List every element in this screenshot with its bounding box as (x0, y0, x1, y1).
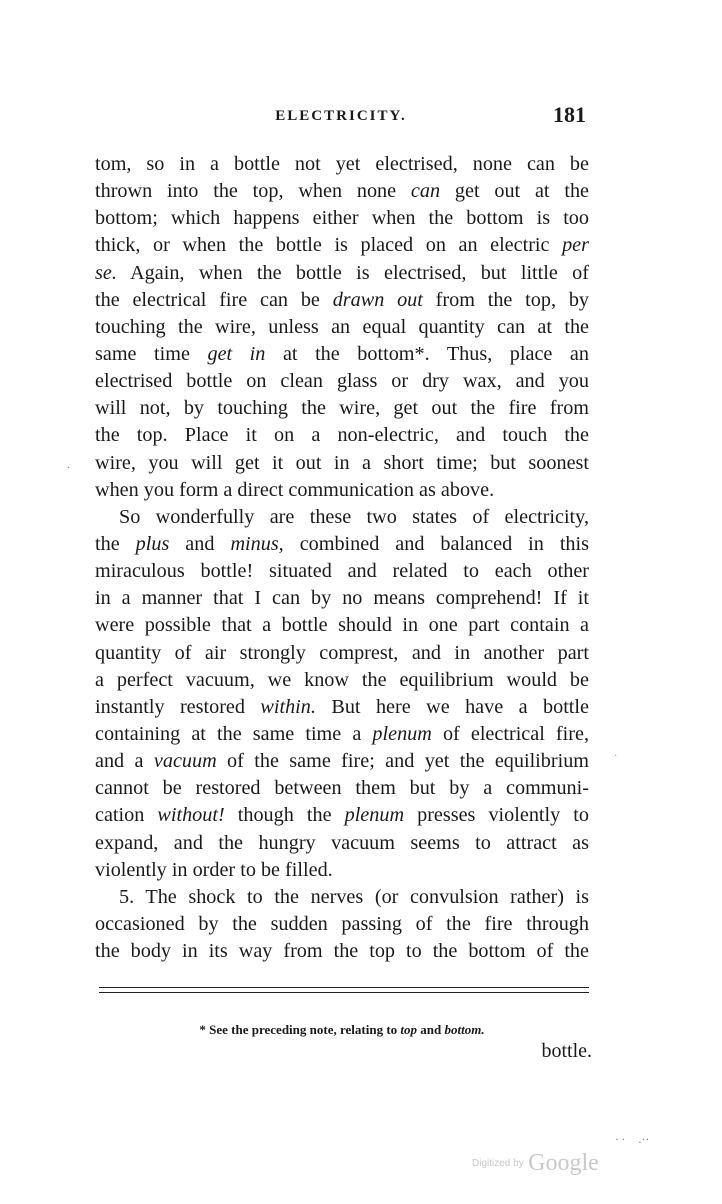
text-run: get out at the (440, 180, 589, 203)
text-run: Again, when the bottle is electrised, but little of (116, 261, 589, 284)
text-run: of electrical fire, (431, 722, 589, 745)
text-run: wire, you will get it out in a short time; but soonest (95, 451, 589, 474)
text-line (95, 775, 589, 802)
text-line (95, 857, 589, 884)
text-line (95, 667, 589, 694)
italic-text: plenum (344, 804, 405, 827)
digitized-watermark (472, 1150, 599, 1177)
italic-text: get in (207, 342, 266, 365)
text-run: were possible that a bottle should in one part contain a (95, 614, 589, 637)
text-line (95, 450, 589, 477)
text-run: expand, and the hungry vacuum seems to attract as (95, 831, 589, 854)
text-run: and a (95, 750, 154, 773)
text-run: the (95, 532, 136, 555)
footnote (95, 1022, 589, 1038)
text-run: the top. Place it on a non-electric, and touch the (95, 424, 589, 447)
italic-text: within. (260, 695, 316, 718)
text-line (95, 585, 589, 612)
text-line (95, 341, 589, 368)
text-line (95, 694, 589, 721)
text-line (95, 802, 589, 829)
text-run: touching the wire, unless an equal quantity can at the (95, 315, 589, 338)
text-line (95, 504, 589, 531)
text-run: thick, or when the bottle is placed on an electric (95, 234, 563, 257)
text-line (95, 260, 589, 287)
text-run: containing at the same time a (95, 722, 373, 745)
text-line (95, 422, 589, 449)
text-line (95, 368, 589, 395)
text-run: miraculous bottle! situated and related to each other (95, 560, 589, 583)
text-run: * See the preceding note, relating to (199, 1022, 401, 1037)
italic-text: plenum (372, 722, 432, 745)
text-run: instantly restored (95, 695, 261, 718)
scan-specks: · · .·· (615, 1132, 650, 1146)
text-run: cation (95, 804, 158, 827)
watermark-prefix: Digitized by (472, 1158, 524, 1169)
text-run: of the same fire; and yet the equilibrium (216, 750, 590, 773)
italic-text: top (400, 1022, 418, 1037)
text-run: and (417, 1022, 445, 1037)
text-run: occasioned by the sudden passing of the fire through (95, 912, 589, 935)
italic-text: se. (95, 261, 117, 284)
italic-text: plus (135, 532, 170, 555)
scan-speck: · (67, 463, 71, 474)
text-line (95, 178, 589, 205)
italic-text: drawn out (332, 288, 423, 311)
text-run: presses violently to (404, 804, 589, 827)
text-run: at the bottom*. Thus, place an (265, 342, 589, 365)
text-run: bottom; which happens either when the bottom is too (95, 207, 589, 230)
text-run: a perfect vacuum, we know the equilibrium would be (95, 668, 589, 691)
text-run: So wonderfully are these two states of electricity, (119, 505, 589, 528)
text-run: in a manner that I can by no means comprehend! If it (95, 587, 589, 610)
italic-text: bottom. (444, 1022, 485, 1037)
text-line (95, 830, 589, 857)
text-run: and (169, 532, 231, 555)
watermark-brand: Google (528, 1150, 599, 1176)
footnote-rule-bottom (99, 992, 589, 993)
text-line (95, 911, 589, 938)
text-run: thrown into the top, when none (95, 180, 411, 203)
text-line (95, 558, 589, 585)
text-line (95, 395, 589, 422)
italic-text: vacuum (153, 750, 217, 773)
text-run: the electrical fire can be (95, 288, 333, 311)
text-run: violently in order to be filled. (95, 858, 333, 881)
text-line (95, 748, 589, 775)
text-line (95, 612, 589, 639)
text-line (95, 232, 589, 259)
text-run: 5. The shock to the nerves (or convulsion rather) is (119, 885, 589, 908)
text-line (95, 884, 589, 911)
text-line (95, 531, 589, 558)
text-run: same time (95, 342, 208, 365)
text-line (95, 640, 589, 667)
text-line (95, 151, 589, 178)
text-line (95, 205, 589, 232)
text-line (95, 477, 589, 504)
text-run: when you form a direct communication as above. (95, 478, 495, 501)
text-run: the body in its way from the top to the bottom of the (95, 940, 589, 963)
text-run: quantity of air strongly comprest, and in another part (95, 641, 589, 664)
catchword: bottle. (541, 1040, 592, 1062)
text-run: from the top, by (422, 288, 590, 311)
page-number: 181 (553, 102, 586, 127)
text-line (95, 287, 589, 314)
page-header (96, 102, 586, 136)
text-run: will not, by touching the wire, get out the fire from (95, 397, 589, 420)
italic-text: minus, (230, 532, 284, 555)
text-line (95, 721, 589, 748)
italic-text: without! (157, 804, 225, 827)
text-line (95, 314, 589, 341)
text-run: combined and balanced in this (283, 532, 589, 555)
scan-speck: · (614, 751, 618, 762)
footnote-rule (99, 987, 589, 997)
text-run: tom, so in a bottle not yet electrised, none can be (95, 153, 589, 175)
text-run: cannot be restored between them but by a communi- (95, 777, 589, 800)
text-run: But here we have a bottle (315, 695, 589, 718)
italic-text: per (562, 234, 589, 257)
italic-text: can (410, 180, 441, 203)
text-run: though the (224, 804, 345, 827)
running-title: ELECTRICITY. (275, 108, 407, 124)
footnote-rule-top (99, 987, 589, 988)
text-run: electrised bottle on clean glass or dry wax, and you (95, 370, 589, 393)
body-text (95, 151, 589, 965)
text-line (95, 938, 589, 965)
